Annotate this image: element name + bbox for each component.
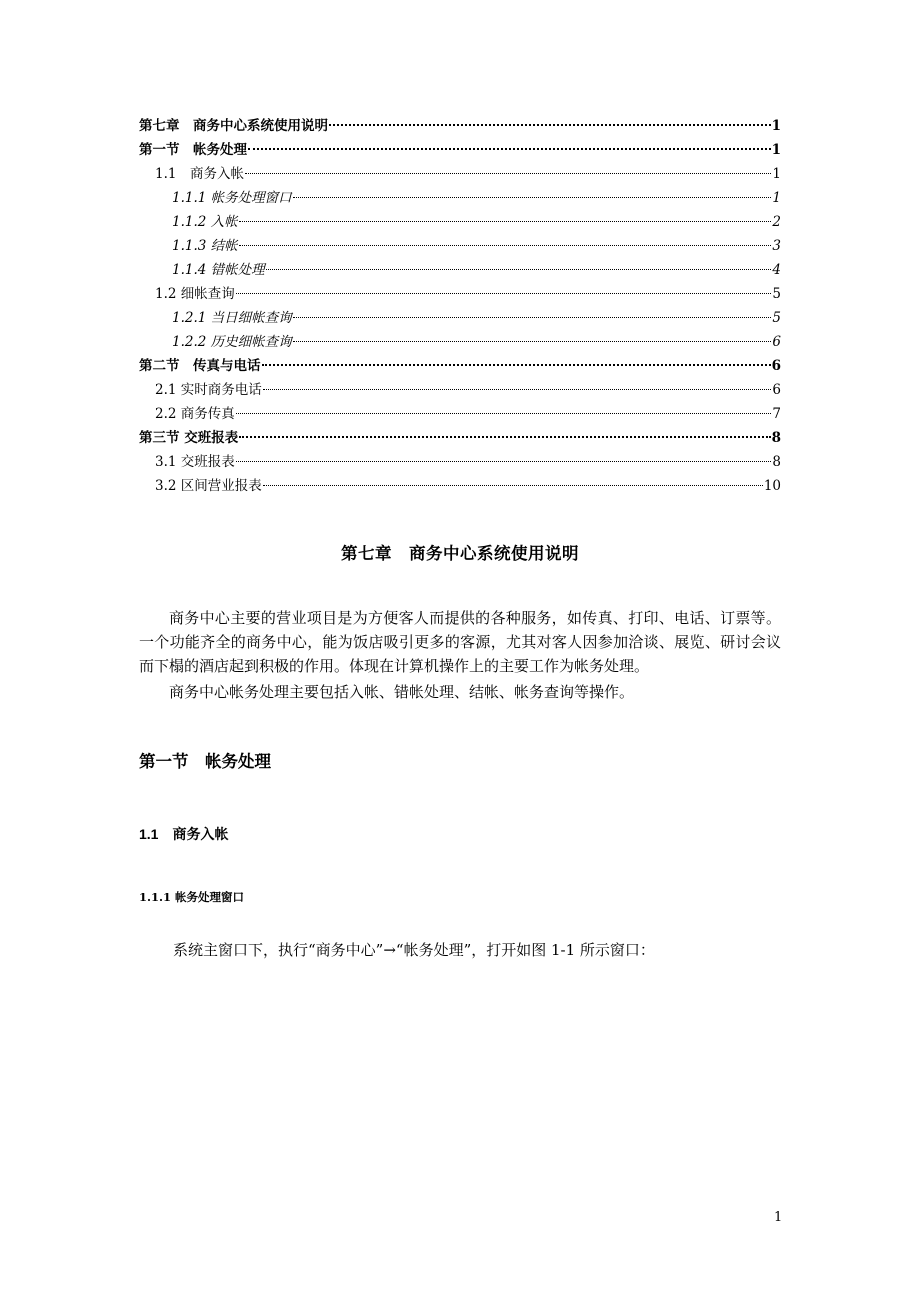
toc-dot-leader — [245, 173, 771, 174]
toc-entry[interactable] — [139, 258, 781, 282]
toc-dot-leader — [236, 293, 772, 294]
toc-entry-title: 第七章 商务中心系统使用说明 — [139, 118, 328, 134]
toc-entry[interactable] — [139, 306, 781, 330]
chapter-title: 第七章 商务中心系统使用说明 — [341, 544, 579, 563]
toc-dot-leader — [236, 461, 772, 462]
toc-entry-title: 1.2 细帐查询 — [155, 286, 235, 302]
subsection-title: 1.1 商务入帐 — [139, 826, 229, 842]
toc-entry-page: 1 — [771, 118, 781, 134]
toc-entry-page: 6 — [772, 334, 781, 350]
toc-entry[interactable] — [139, 426, 781, 450]
toc-entry-page: 6 — [771, 358, 781, 374]
toc-dot-leader — [263, 389, 772, 390]
toc-entry[interactable] — [139, 234, 781, 258]
toc-dot-leader — [239, 436, 770, 438]
toc-entry-page: 1 — [771, 142, 781, 158]
toc-entry[interactable] — [139, 162, 781, 186]
toc-dot-leader — [293, 317, 772, 318]
toc-dot-leader — [262, 364, 771, 366]
table-of-contents — [139, 114, 781, 498]
toc-dot-leader — [239, 221, 772, 222]
instruction-paragraph: 系统主窗口下，执行“商务中心”→“帐务处理”，打开如图 1-1 所示窗口： — [173, 941, 655, 959]
toc-entry-title: 第二节 传真与电话 — [139, 358, 261, 374]
toc-entry-title: 1.1.4 错帐处理 — [172, 262, 265, 278]
toc-entry[interactable] — [139, 402, 781, 426]
toc-entry-title: 1.2.1 当日细帐查询 — [172, 310, 292, 326]
toc-dot-leader — [329, 124, 771, 126]
toc-entry[interactable] — [139, 138, 781, 162]
toc-entry-title: 1.1 商务入帐 — [155, 166, 244, 182]
toc-entry-title: 1.2.2 历史细帐查询 — [172, 334, 292, 350]
toc-entry[interactable] — [139, 114, 781, 138]
toc-entry-title: 1.1.1 帐务处理窗口 — [172, 190, 292, 206]
toc-entry[interactable] — [139, 450, 781, 474]
toc-entry-page: 1 — [772, 190, 781, 206]
toc-entry-page: 6 — [772, 382, 781, 398]
section-title: 第一节 帐务处理 — [139, 752, 271, 771]
toc-entry-page: 2 — [772, 214, 781, 230]
toc-dot-leader — [239, 245, 772, 246]
toc-dot-leader — [293, 341, 772, 342]
intro-paragraph: 商务中心主要的营业项目是为方便客人而提供的各种服务，如传真、打印、电话、订票等。一个功能齐全的商务中心，能为饭店吸引更多的客源，尤其对客人因参加洽谈、展览、研讨会议而下榻的酒店起到积极的作用。体现在计算机操作上的主要工作为帐务处理。 — [139, 609, 781, 675]
toc-entry-title: 3.2 区间营业报表 — [155, 478, 262, 494]
toc-dot-leader — [266, 269, 772, 270]
toc-entry-title: 3.1 交班报表 — [155, 454, 235, 470]
toc-entry[interactable] — [139, 474, 781, 498]
toc-entry-title: 第三节 交班报表 — [139, 430, 239, 446]
toc-entry-page: 5 — [772, 286, 781, 302]
toc-dot-leader — [236, 413, 772, 414]
toc-entry[interactable] — [139, 282, 781, 306]
toc-entry-title: 2.2 商务传真 — [155, 406, 235, 422]
toc-entry[interactable] — [139, 354, 781, 378]
toc-entry-page: 8 — [772, 454, 781, 470]
toc-entry-title: 1.1.2 入帐 — [172, 214, 238, 230]
toc-entry-title: 第一节 帐务处理 — [139, 142, 247, 158]
toc-dot-leader — [293, 197, 772, 198]
toc-entry[interactable] — [139, 378, 781, 402]
toc-entry-page: 3 — [772, 238, 781, 254]
page-number: 1 — [774, 1210, 783, 1225]
toc-dot-leader — [263, 485, 763, 486]
subsubsection-title: 1.1.1 帐务处理窗口 — [139, 890, 245, 904]
toc-entry[interactable] — [139, 186, 781, 210]
toc-entry-page: 5 — [772, 310, 781, 326]
toc-entry-title: 2.1 实时商务电话 — [155, 382, 262, 398]
toc-entry-page: 10 — [763, 478, 781, 494]
toc-dot-leader — [248, 148, 771, 150]
toc-entry-title: 1.1.3 结帐 — [172, 238, 238, 254]
toc-entry-page: 7 — [772, 406, 781, 422]
toc-entry[interactable] — [139, 210, 781, 234]
toc-entry[interactable] — [139, 330, 781, 354]
summary-paragraph: 商务中心帐务处理主要包括入帐、错帐处理、结帐、帐务查询等操作。 — [169, 683, 635, 701]
toc-entry-page: 4 — [772, 262, 781, 278]
toc-entry-page: 8 — [771, 430, 781, 446]
toc-entry-page: 1 — [772, 166, 781, 182]
